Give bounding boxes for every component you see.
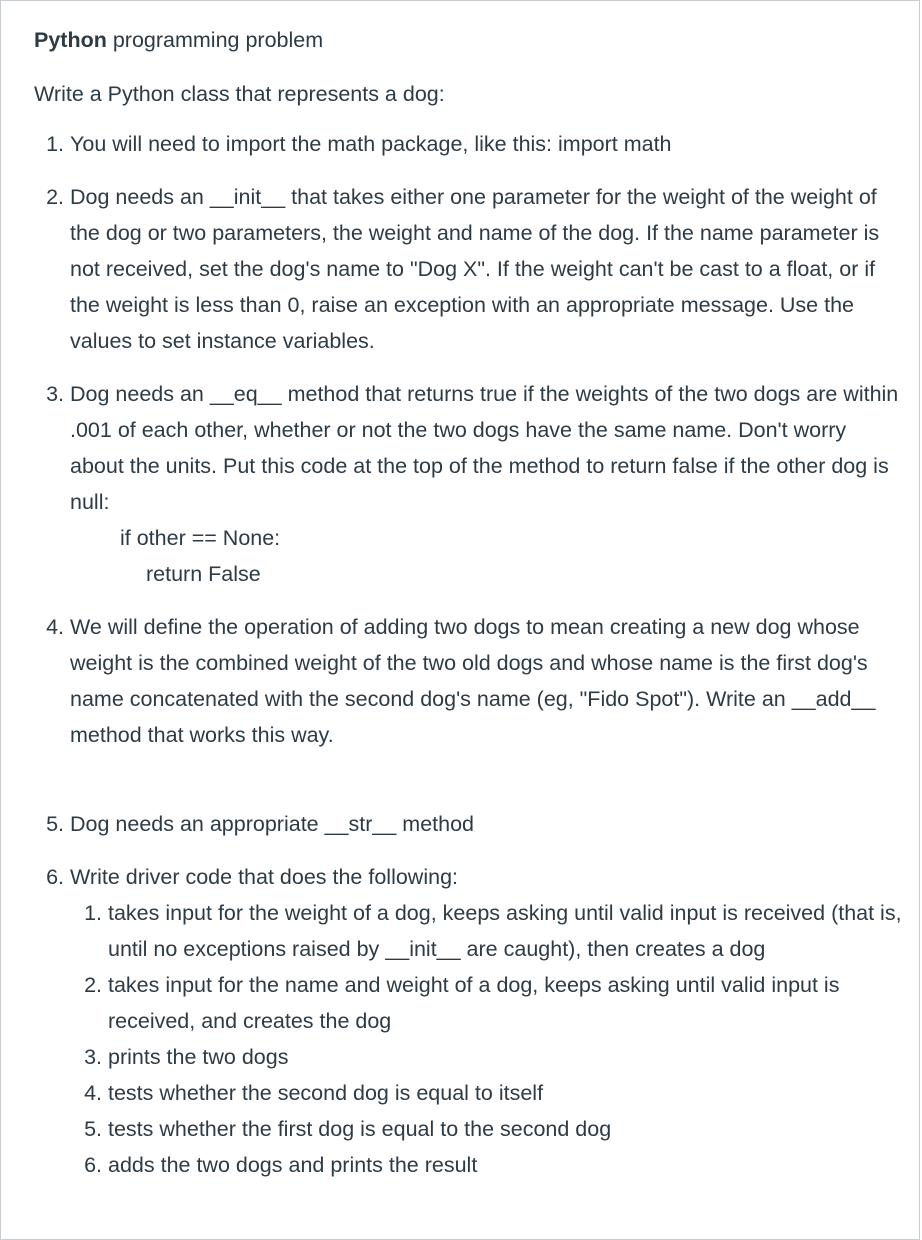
problem-title [34,22,904,58]
requirement-item: 6. Write driver code that does the following: 1. takes input for the weight of a dog, keeps asking until valid input is received (that is, until no exceptions raised by __init__ are caught), then creates a dog 2. takes input for the name and weight of a dog, keeps asking until valid input is received, and creates the dog 3. prints the two dogs 4. tests whether the second dog is equal to itself 5. tests whether the first dog is equal to the second dog 6. adds the two dogs and prints the result [70,859,904,1183]
driver-steps-list [70,895,904,1183]
code-line: if other == None: [120,526,281,550]
driver-step: 1. takes input for the weight of a dog, keeps asking until valid input is received (that is, until no exceptions raised by __init__ are caught), then creates a dog [108,895,904,967]
requirement-item: 4. We will define the operation of adding two dogs to mean creating a new dog whose weight is the combined weight of the two old dogs and whose name is the first dog's name concatenated with the second dog's name (eg, "Fido Spot"). Write an __add__ method that works this way. [70,609,904,753]
code-line: return False [146,562,261,586]
driver-step: 3. prints the two dogs [108,1039,904,1075]
requirement-item: 5. Dog needs an appropriate __str__ method [70,806,904,842]
driver-step: 4. tests whether the second dog is equal to itself [108,1075,904,1111]
driver-step: 6. adds the two dogs and prints the result [108,1147,904,1183]
requirement-item: 3. Dog needs an __eq__ method that returns true if the weights of the two dogs are within .001 of each other, whether or not the two dogs have the same name. Don't worry about the units. Put this code at the top of the method to return false if the other dog is null: if other == None: return False [70,376,904,592]
title-bold: Python [34,28,107,52]
requirement-item: 1. You will need to import the math package, like this: import math [70,126,904,162]
intro-text: Write a Python class that represents a dog: [34,82,445,106]
requirement-item: 2. Dog needs an __init__ that takes either one parameter for the weight of the weight of the dog or two parameters, the weight and name of the dog. If the name parameter is not received, set the dog's name to "Dog X". If the weight can't be cast to a float, or if the weight is less than 0, raise an exception with an appropriate message. Use the values to set instance variables. [70,179,904,359]
driver-step: 5. tests whether the first dog is equal to the second dog [108,1111,904,1147]
problem-content [34,22,904,1200]
driver-step: 2. takes input for the name and weight of a dog, keeps asking until valid input is received, and creates the dog [108,967,904,1039]
title-rest: programming problem [106,28,324,52]
requirements-list [34,126,904,1183]
